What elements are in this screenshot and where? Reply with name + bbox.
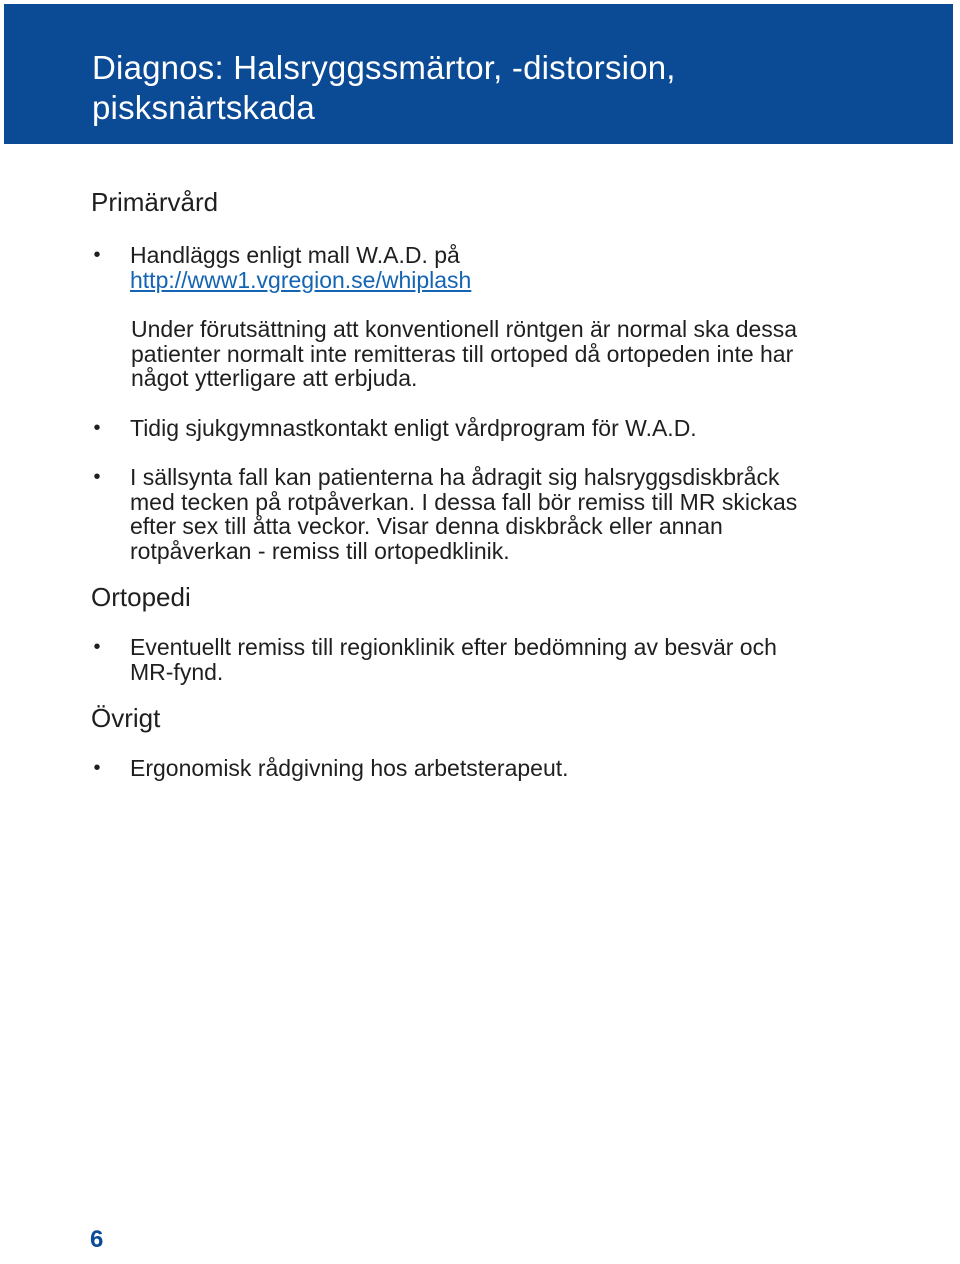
header-bar (4, 4, 953, 144)
document-body (91, 186, 811, 781)
list-item (91, 756, 811, 781)
page-title: Diagnos: Halsryggssmärtor, -distorsion, pisksnärtskada (92, 49, 676, 126)
bullet-icon: • (93, 244, 101, 266)
list-item (91, 243, 811, 292)
list-item (91, 635, 811, 684)
section-heading-ortopedi: Ortopedi (91, 582, 191, 612)
list-item (91, 416, 811, 441)
list-item-text: Tidig sjukgymnastkontakt enligt vårdprogram för W.A.D. (130, 414, 697, 441)
paragraph: Under förutsättning att konventionell röntgen är normal ska dessa patienter normalt inte remitteras till ortoped då ortopeden inte har något ytterligare att erbjuda. (131, 316, 798, 391)
list-item-text: I sällsynta fall kan patienterna ha ådragit sig halsryggsdiskbråck med tecken på rotpåverkan. I dessa fall bör remiss till MR skickas efter sex till åtta veckor. Visar denna diskbråck eller annan rotpåverkan - remiss till ortopedklinik. (130, 464, 798, 564)
list-item-text: Handläggs enligt mall W.A.D. på (130, 242, 460, 268)
bullet-icon: • (93, 757, 101, 779)
page-number: 6 (90, 1226, 104, 1253)
list-item-text: Ergonomisk rådgivning hos arbetsterapeut. (130, 755, 569, 781)
list-item-text: Eventuellt remiss till regionklinik efter bedömning av besvär och MR-fynd. (130, 634, 777, 685)
bullet-icon: • (93, 466, 101, 488)
section-heading-primarvard: Primärvård (91, 187, 219, 217)
whiplash-link[interactable]: http://www1.vgregion.se/whiplash (130, 266, 472, 293)
bullet-icon: • (93, 416, 101, 439)
bullet-icon: • (93, 636, 101, 658)
section-heading-ovrigt: Övrigt (91, 703, 161, 733)
list-item (91, 465, 811, 563)
